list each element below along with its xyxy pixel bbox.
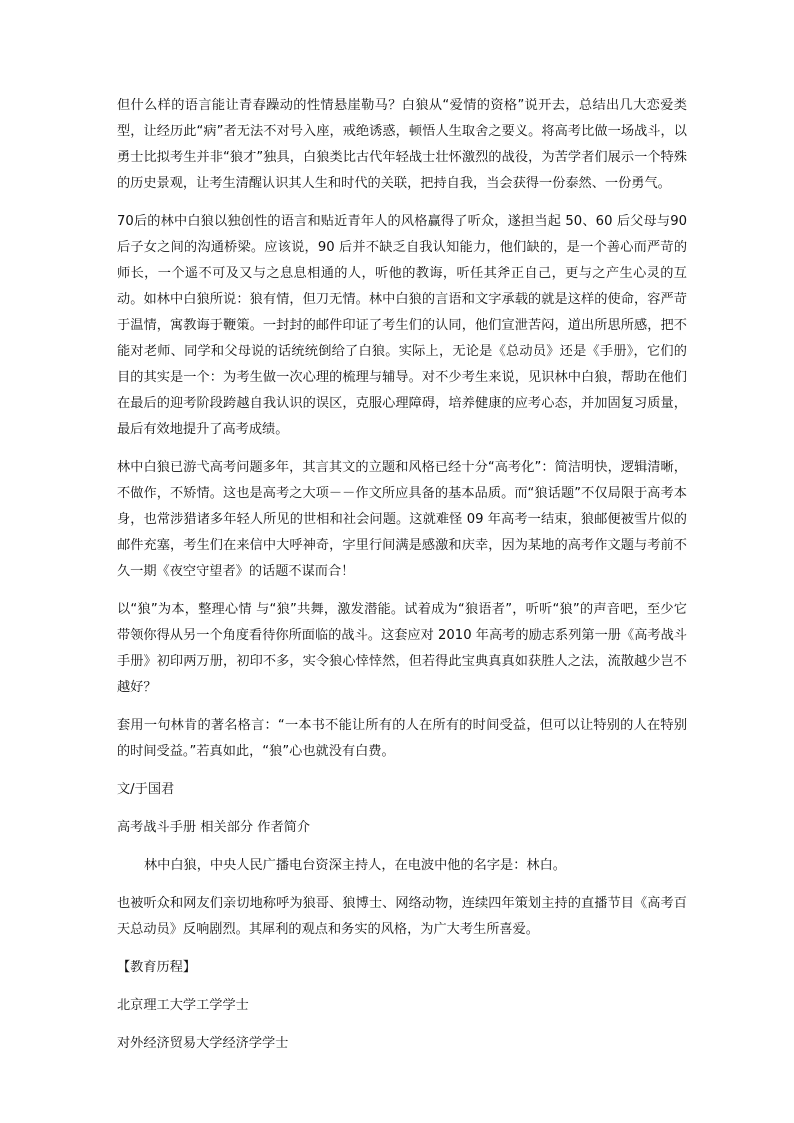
section-heading: 高考战斗手册 相关部分 作者简介 xyxy=(117,820,311,835)
paragraph-wolf-listener: 以“狼”为本，整理心情 与“狼”共舞，激发潜能。试着成为“狼语者”，听听“狼”的声音吧，至少它带领你得从另一个角度看待你所面临的战斗。这套应对 2010 年高考的励志系列第一册《高考战斗手册》初印两万册，初印不多，实令狼心悻悻然，但若得此宝典真真如获胜人之法，流散越少岂不越好？ xyxy=(117,602,687,695)
education-item-bit: 北京理工大学工学学士 xyxy=(117,998,249,1013)
document-page xyxy=(117,93,687,1057)
bio-intro: 林中白狼，中央人民广播电台资深主持人，在电波中他的名字是：林白。 xyxy=(144,858,566,873)
paragraph-love-types: 但什么样的语言能让青春躁动的性情悬崖勒马？白狼从“爱情的资格”说开去，总结出几大恋爱类型，让经历此“病”者无法不对号入座，戒绝诱惑，顿悟人生取舍之要义。将高考比做一场战斗，以勇士比拟考生并非“狼才”独具，白狼类比古代年轻战士壮怀激烈的战役，为苦学者们展示一个特殊的历史景观，让考生清醒认识其人生和时代的关联，把持自我，当会获得一份泰然、一份勇气。 xyxy=(117,98,687,191)
bio-detail: 也被听众和网友们亲切地称呼为狼哥、狼博士、网络动物，连续四年策划主持的直播节目《高考百天总动员》反响剧烈。其犀利的观点和务实的风格，为广大考生所喜爱。 xyxy=(117,896,687,937)
paragraph-lincoln-quote: 套用一句林肯的著名格言：“一本书不能让所有的人在所有的时间受益，但可以让特别的人在特别的时间受益。”若真如此，“狼”心也就没有白费。 xyxy=(117,718,687,759)
education-item-uibe: 对外经济贸易大学经济学学士 xyxy=(117,1036,289,1051)
paragraph-gaokao-style: 林中白狼已游弋高考问题多年，其言其文的立题和风格已经十分“高考化”：简洁明快，逻辑清晰，不做作，不矫情。这也是高考之大项－－作文所应具备的基本品质。而“狼话题”不仅局限于高考本身，也常涉猎诸多年轻人所见的世相和社会问题。这就难怪 09 年高考一结束，狼邮便被雪片似的邮件充塞，考生们在来信中大呼神奇，字里行间满是感激和庆幸，因为某地的高考作文题与考前不久一期《夜空守望者》的话题不谋而合！ xyxy=(117,460,687,579)
paragraph-communication-bridge: 70后的林中白狼以独创性的语言和贴近青年人的风格赢得了听众，遂担当起 50、60 后父母与90 后子女之间的沟通桥梁。应该说，90 后并不缺乏自我认知能力，他们缺的，是一个善心而严苛的师长，一个遥不可及又与之息息相通的人，听他的教诲，听任其斧正自己，更与之产生心灵的互动。如林中白狼所说：狼有情，但刀无情。林中白狼的言语和文字承载的就是这样的使命，容严苛于温情，寓教诲于鞭策。一封封的邮件印证了考生们的认同，他们宣泄苦闷，道出所思所感，把不能对老师、同学和父母说的话统统倒给了白狼。实际上，无论是《总动员》还是《手册》，它们的目的其实是一个：为考生做一次心理的梳理与辅导。对不少考生来说，见识林中白狼，帮助在他们在最后的迎考阶段跨越自我认识的误区，克服心理障碍，培养健康的应考心态，并加固复习质量，最后有效地提升了高考成绩。 xyxy=(117,214,687,437)
author-line: 文/于国君 xyxy=(117,782,175,797)
education-heading: 【教育历程】 xyxy=(117,960,197,975)
